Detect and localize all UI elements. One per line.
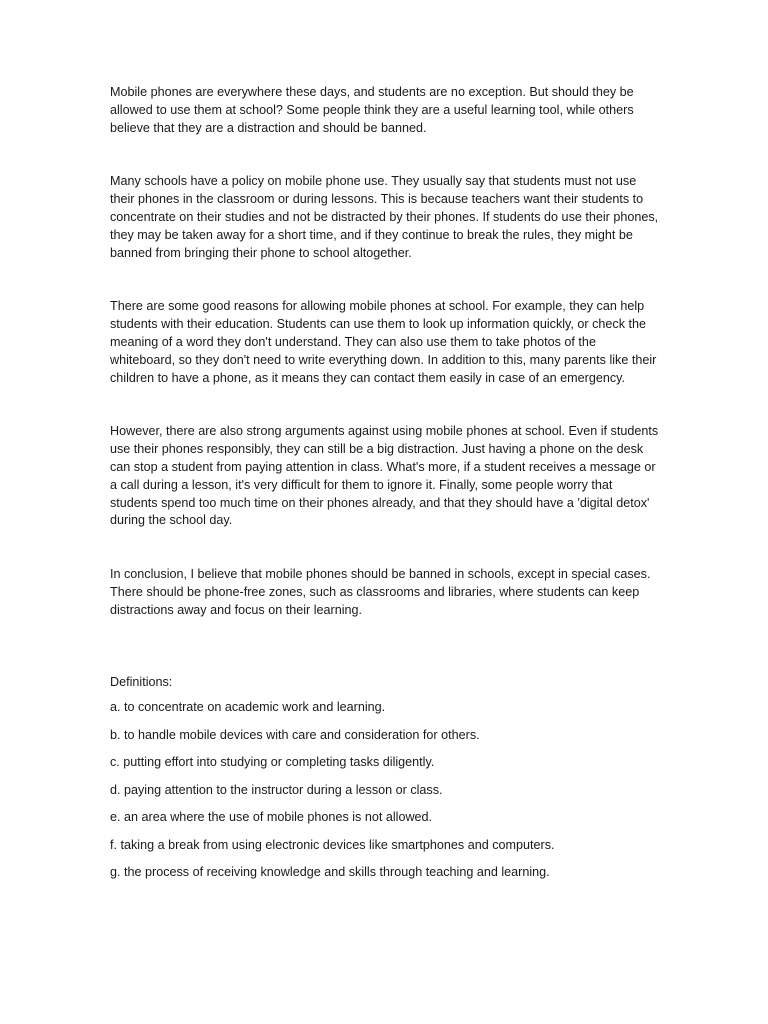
definitions-list xyxy=(110,699,662,892)
definitions-section xyxy=(110,674,662,892)
definition-item: c. putting effort into studying or completing tasks diligently. xyxy=(110,755,435,770)
paragraph-spacer xyxy=(110,137,662,173)
paragraph-spacer xyxy=(110,262,662,298)
definition-item: g. the process of receiving knowledge and skills through teaching and learning. xyxy=(110,865,550,880)
paragraph-spacer xyxy=(110,387,662,423)
definitions-heading: Definitions: xyxy=(110,674,173,689)
definition-item: b. to handle mobile devices with care and consideration for others. xyxy=(110,727,480,742)
definition-item: a. to concentrate on academic work and learning. xyxy=(110,700,386,715)
section-spacer xyxy=(110,620,662,674)
definition-item: d. paying attention to the instructor during a lesson or class. xyxy=(110,782,443,797)
definition-item: e. an area where the use of mobile phones is not allowed. xyxy=(110,810,433,825)
paragraph-spacer xyxy=(110,530,662,566)
paragraph-school-policy: Many schools have a policy on mobile phone use. They usually say that students must not use their phones in the classroom or during lessons. This is because teachers want their students to concentrate on their studies and not be distracted by their phones. If students do use their phones, they may be taken away for a short time, and if they continue to break the rules, they might be banned from bringing their phone to school altogether. xyxy=(110,174,659,260)
definition-item: f. taking a break from using electronic devices like smartphones and computers. xyxy=(110,837,555,852)
paragraph-arguments-against: However, there are also strong arguments against using mobile phones at school. Even if students use their phones responsibly, they can still be a big distraction. Just having a phone on the desk can stop a student from paying attention in class. What's more, if a student receives a message or a call during a lesson, it's very difficult for them to ignore it. Finally, some people worry that students spend too much time on their phones already, and that they should have a 'digital detox' during the school day. xyxy=(110,424,659,528)
document-page xyxy=(110,84,662,892)
paragraph-introduction: Mobile phones are everywhere these days, and students are no exception. But should they be allowed to use them at school? Some people think they are a useful learning tool, while others believe that they are a distraction and should be banned. xyxy=(110,85,634,135)
paragraph-conclusion: In conclusion, I believe that mobile phones should be banned in schools, except in special cases. There should be phone-free zones, such as classrooms and libraries, where students can keep distractions away and focus on their learning. xyxy=(110,567,651,617)
paragraph-arguments-for: There are some good reasons for allowing mobile phones at school. For example, they can help students with their education. Students can use them to look up information quickly, or check the meaning of a word they don't understand. They can also use them to take photos of the whiteboard, so they don't need to write everything down. In addition to this, many parents like their children to have a phone, as it means they can contact them easily in case of an emergency. xyxy=(110,299,657,385)
